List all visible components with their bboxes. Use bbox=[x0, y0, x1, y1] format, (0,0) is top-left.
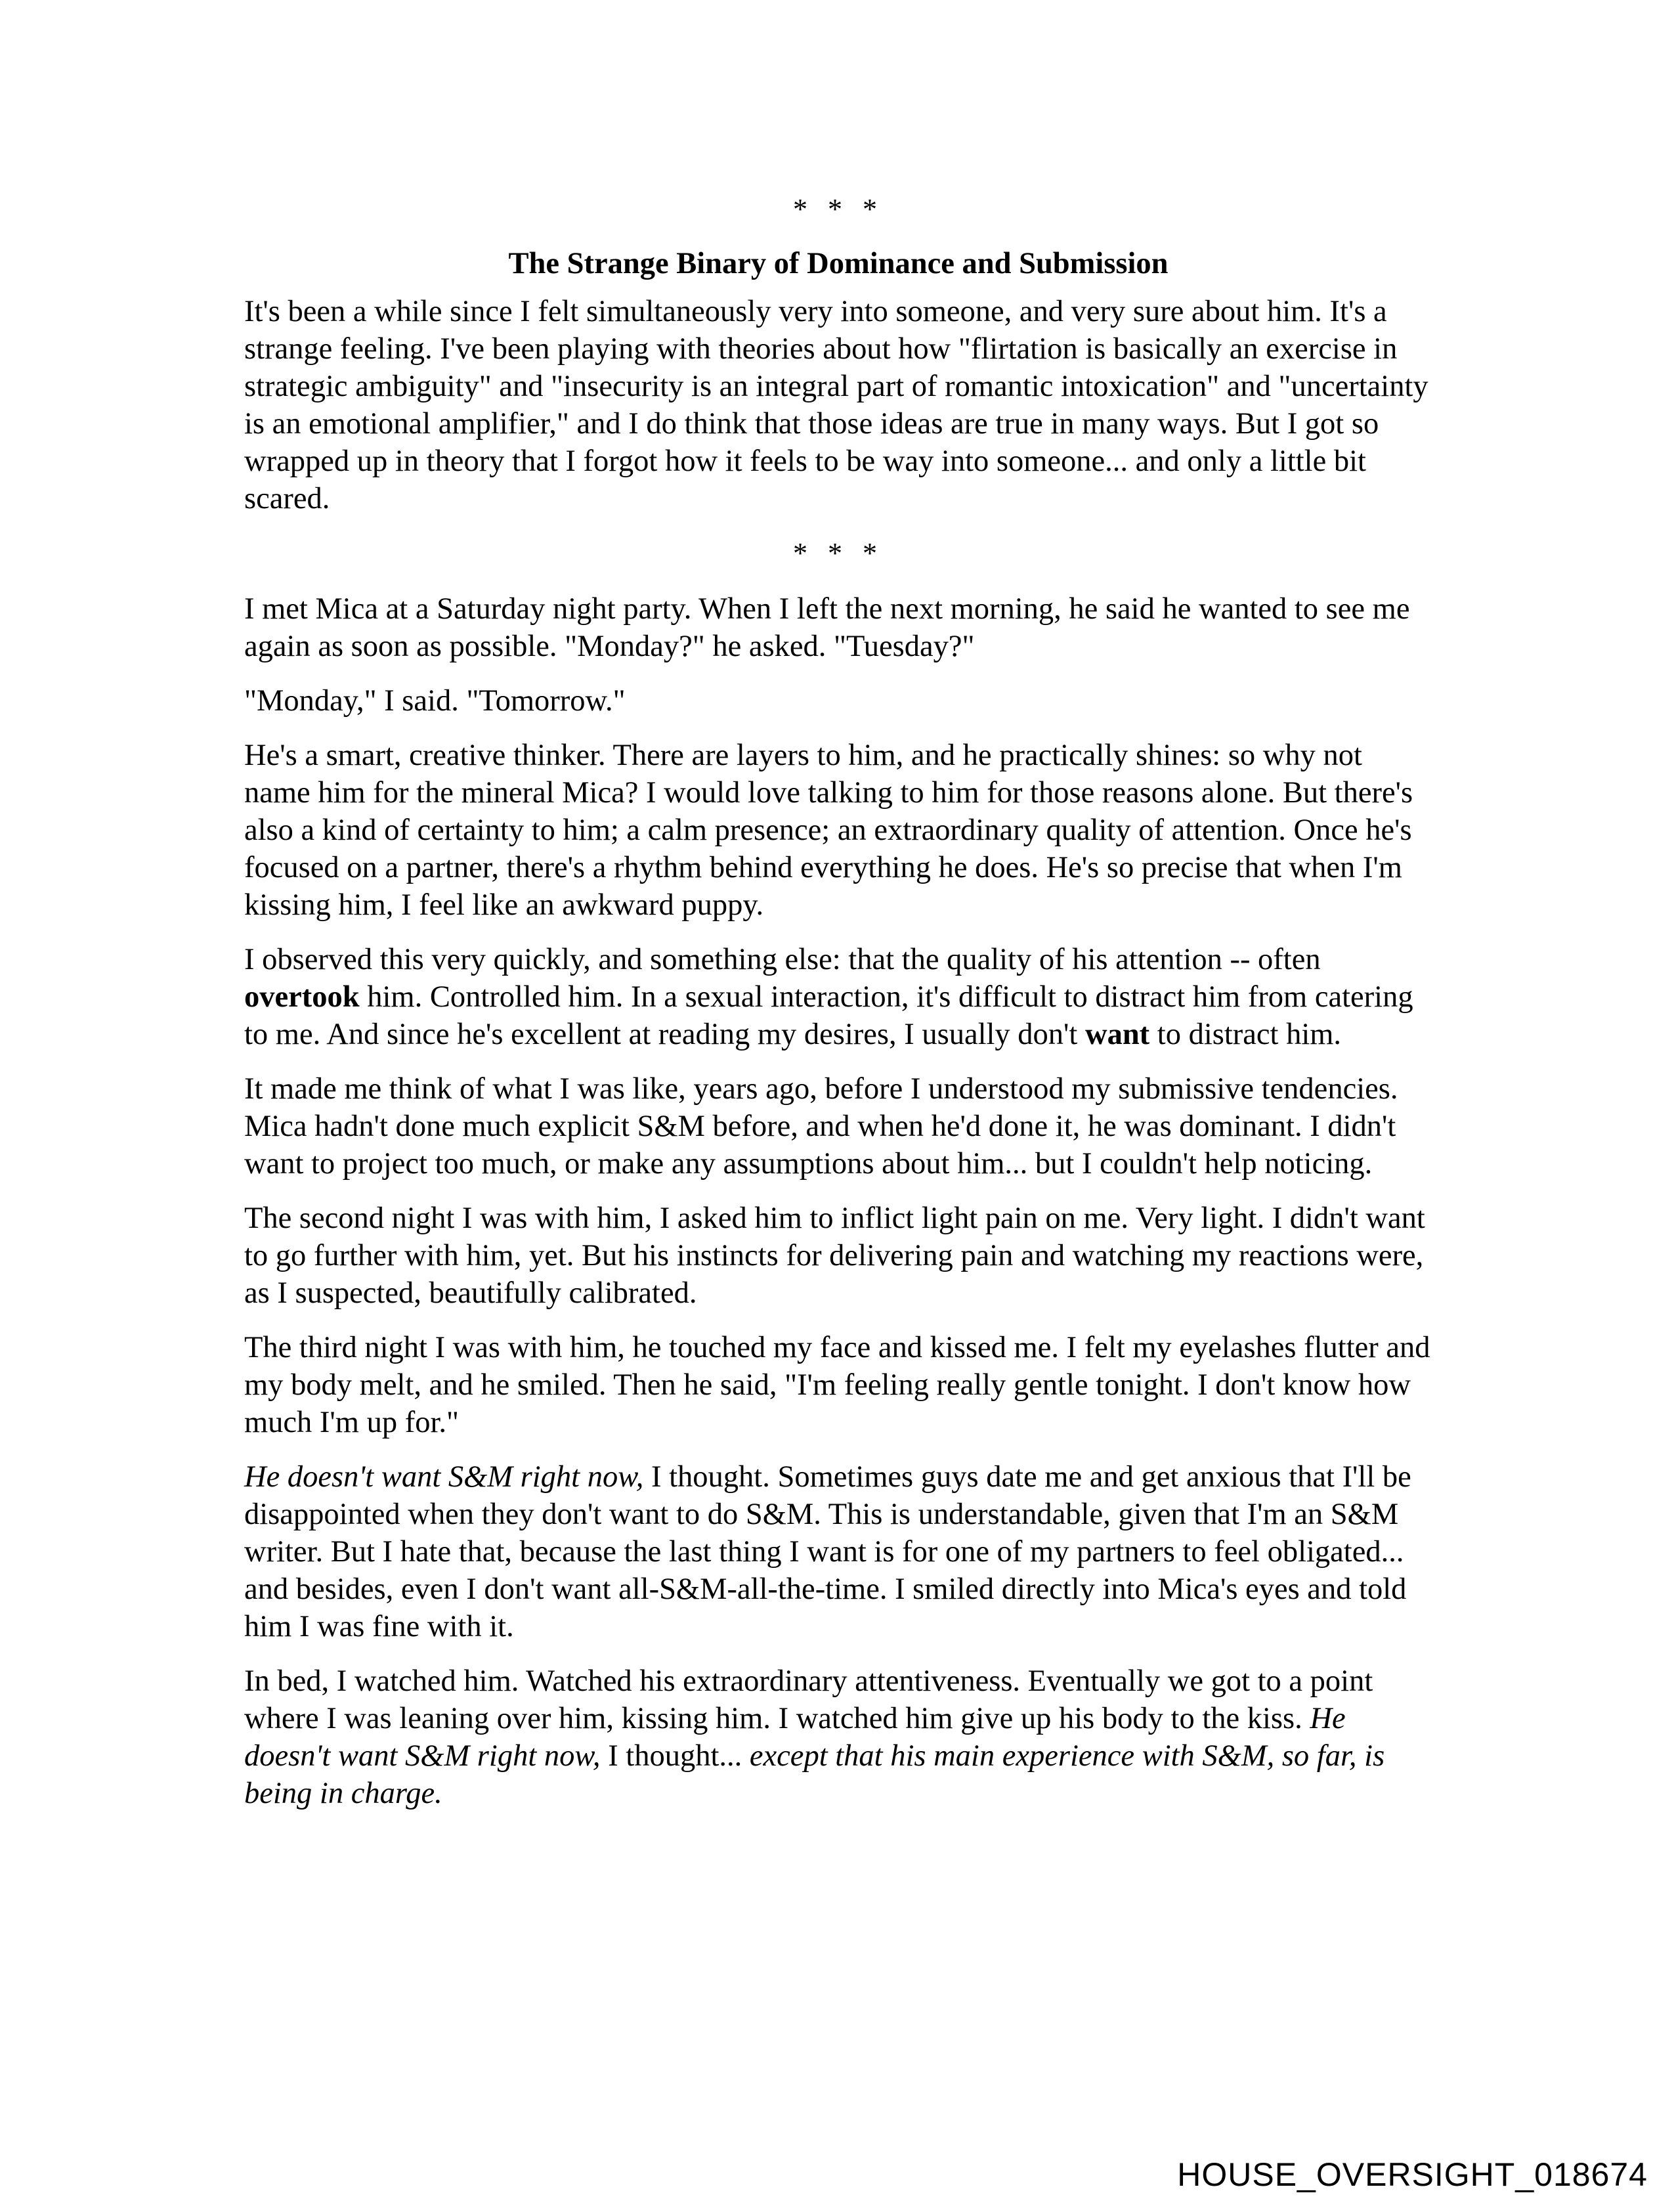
paragraph-5-bold-want: want bbox=[1084, 1018, 1150, 1051]
paragraph-3: "Monday," I said. "Tomorrow." bbox=[244, 684, 626, 718]
paragraph-5-bold-overtook: overtook bbox=[244, 980, 360, 1014]
paragraph-1: It's been a while since I felt simultaneously very into someone, and very sure about him. It's a strange feeling. I've been playing with theories about how "flirtation is basically an exercise in strategic ambiguity" and "insecurity is an integral part of romantic intoxication" and "uncertainty is an emotional amplifier," and I do think that those ideas are true in many ways. But I got so wrapped up in theory that I forgot how it feels to be way into someone... and only a little bit scared. bbox=[244, 295, 1428, 515]
paragraph-6: It made me think of what I was like, years ago, before I understood my submissive tendencies. Mica hadn't done much explicit S&M before, and when he'd done it, he was dominant. I didn't want to project too much, or make any assumptions about him... but I couldn't help noticing. bbox=[244, 1072, 1398, 1181]
paragraph-5 bbox=[244, 941, 1432, 1053]
section-separator: * * * bbox=[793, 193, 884, 225]
paragraph-10-text-c: I thought... bbox=[600, 1739, 750, 1773]
paragraph-9-italic: He doesn't want S&M right now, bbox=[244, 1460, 644, 1494]
bates-stamp: HOUSE_OVERSIGHT_018674 bbox=[1177, 2156, 1648, 2193]
paragraph-5-text-c: him. Controlled him. In a sexual interaction, it's difficult to distract him from catering to me. And since he's excellent at reading my desires, I usually don't bbox=[244, 980, 1413, 1051]
paragraph-8: The third night I was with him, he touched my face and kissed me. I felt my eyelashes flutter and my body melt, and he smiled. Then he said, "I'm feeling really gentle tonight. I don't know how much I'm up for." bbox=[244, 1331, 1430, 1439]
paragraph-9-text: I thought. Sometimes guys date me and get anxious that I'll be disappointed when they don't want to do S&M. This is understandable, given that I'm an S&M writer. But I hate that, because the last thing I want is for one of my partners to feel obligated... and besides, even I don't want all-S&M-all-the-time. I smiled directly into Mica's eyes and told him I was fine with it. bbox=[244, 1460, 1411, 1643]
paragraph-2: I met Mica at a Saturday night party. When I left the next morning, he said he wanted to see me again as soon as possible. "Monday?" he asked. "Tuesday?" bbox=[244, 592, 1410, 663]
paragraph-10-italic-d: except that his main experience with S&M, so far, is being in charge. bbox=[244, 1739, 1385, 1810]
paragraph-10-text-a: In bed, I watched him. Watched his extraordinary attentiveness. Eventually we got to a point where I was leaning over him, kissing him. I watched him give up his body to the kiss. bbox=[244, 1664, 1373, 1735]
paragraph-9 bbox=[244, 1458, 1432, 1645]
section-title: The Strange Binary of Dominance and Submission bbox=[508, 247, 1169, 280]
document-body bbox=[244, 190, 1432, 1829]
paragraph-4: He's a smart, creative thinker. There are layers to him, and he practically shines: so why not name him for the mineral Mica? I would love talking to him for those reasons alone. But there's also a kind of certainty to him; a calm presence; an extraordinary quality of attention. Once he's focused on a partner, there's a rhythm behind everything he does. He's so precise that when I'm kissing him, I feel like an awkward puppy. bbox=[244, 739, 1413, 922]
paragraph-5-text-a: I observed this very quickly, and something else: that the quality of his attention -- often bbox=[244, 943, 1321, 976]
paragraph-5-text-e: to distract him. bbox=[1149, 1018, 1342, 1051]
paragraph-7: The second night I was with him, I asked him to inflict light pain on me. Very light. I didn't want to go further with him, yet. But his instincts for delivering pain and watching my reactions were, as I suspected, beautifully calibrated. bbox=[244, 1202, 1425, 1310]
paragraph-10-italic-b: He doesn't want S&M right now, bbox=[244, 1702, 1346, 1773]
section-separator-2: * * * bbox=[793, 537, 884, 569]
paragraph-10 bbox=[244, 1662, 1432, 1812]
